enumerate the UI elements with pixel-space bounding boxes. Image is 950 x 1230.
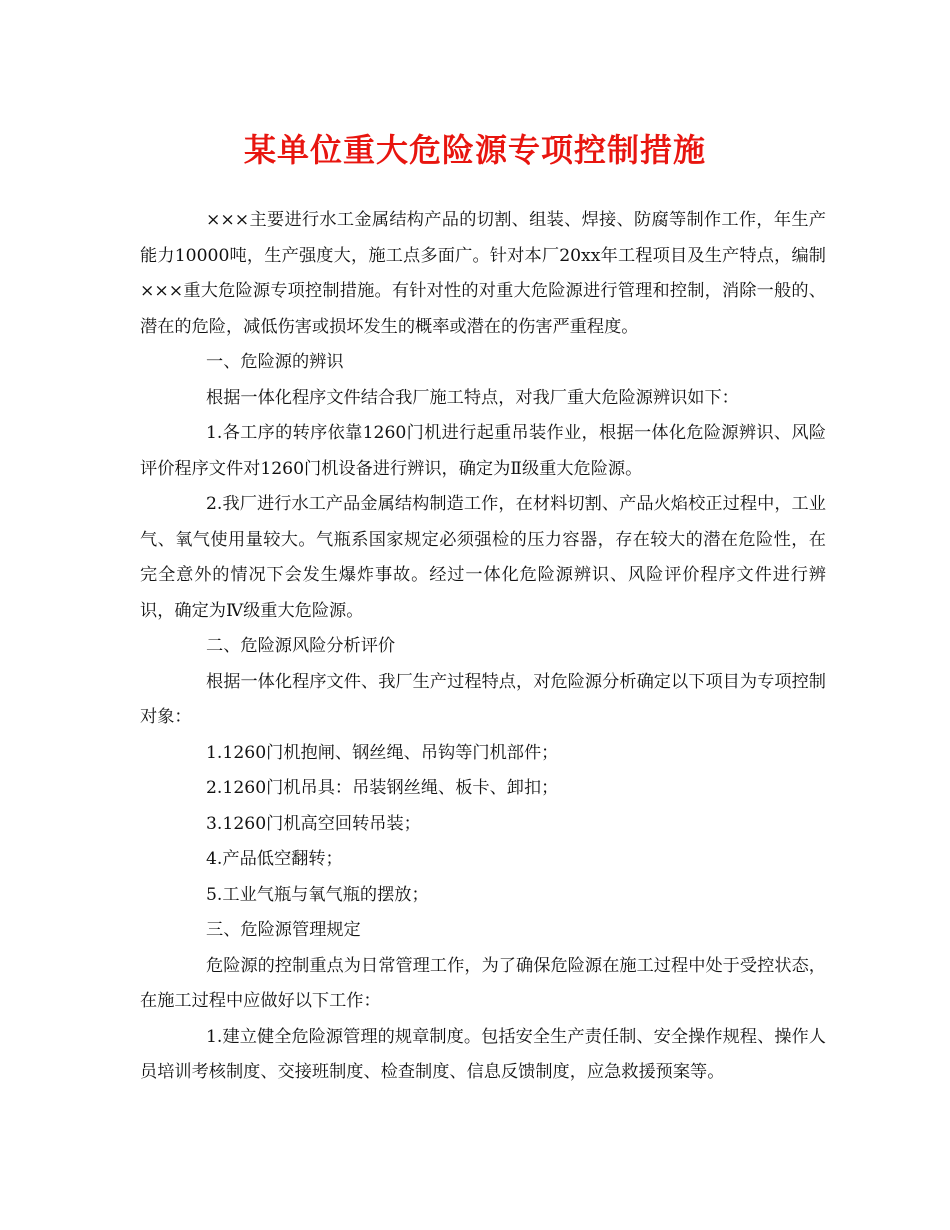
list-item: 2.我厂进行水工产品金属结构制造工作，在材料切割、产品火焰校正过程中，工业气、氧气使用量较大。气瓶系国家规定必须强检的压力容器，存在较大的潜在危险性，在完全意外的情况下会发生爆炸事故。经过一体化危险源辨识、风险评价程序文件进行辨识，确定为Ⅳ级重大危险源。 xyxy=(140,494,826,621)
list-item: 2.1260门机吊具：吊装钢丝绳、板卡、卸扣； xyxy=(206,778,559,798)
document-body xyxy=(140,203,826,1091)
section-heading-3: 三、危险源管理规定 xyxy=(206,920,361,940)
section-heading-1: 一、危险源的辨识 xyxy=(206,352,344,372)
paragraph: 危险源的控制重点为日常管理工作，为了确保危险源在施工过程中处于受控状态，在施工过程中应做好以下工作： xyxy=(140,955,826,1011)
paragraph: 根据一体化程序文件、我厂生产过程特点，对危险源分析确定以下项目为专项控制对象： xyxy=(140,671,826,727)
list-item: 4.产品低空翻转； xyxy=(206,849,343,869)
paragraph: 根据一体化程序文件结合我厂施工特点，对我厂重大危险源辨识如下： xyxy=(206,387,739,408)
list-item: 1.1260门机抱闸、钢丝绳、吊钩等门机部件； xyxy=(206,742,559,763)
list-item: 3.1260门机高空回转吊装； xyxy=(206,813,421,834)
document-title: 某单位重大危险源专项控制措施 xyxy=(243,131,706,169)
list-item: 1.建立健全危险源管理的规章制度。包括安全生产责任制、安全操作规程、操作人员培训考核制度、交接班制度、检查制度、信息反馈制度，应急救援预案等。 xyxy=(140,1026,826,1082)
intro-paragraph: ×××主要进行水工金属结构产品的切割、组装、焊接、防腐等制作工作，年生产能力10000吨，生产强度大，施工点多面广。针对本厂20xx年工程项目及生产特点，编制×××重大危险源专项控制措施。有针对性的对重大危险源进行管理和控制，消除一般的、潜在的危险，减低伤害或损坏发生的概率或潜在的伤害严重程度。 xyxy=(140,210,826,337)
list-item: 5.工业气瓶与氧气瓶的摆放； xyxy=(206,884,429,905)
list-item: 1.各工序的转序依靠1260门机进行起重吊装作业，根据一体化危险源辨识、风险评价程序文件对1260门机设备进行辨识，确定为Ⅱ级重大危险源。 xyxy=(140,423,826,479)
section-heading-2: 二、危险源风险分析评价 xyxy=(206,636,396,656)
